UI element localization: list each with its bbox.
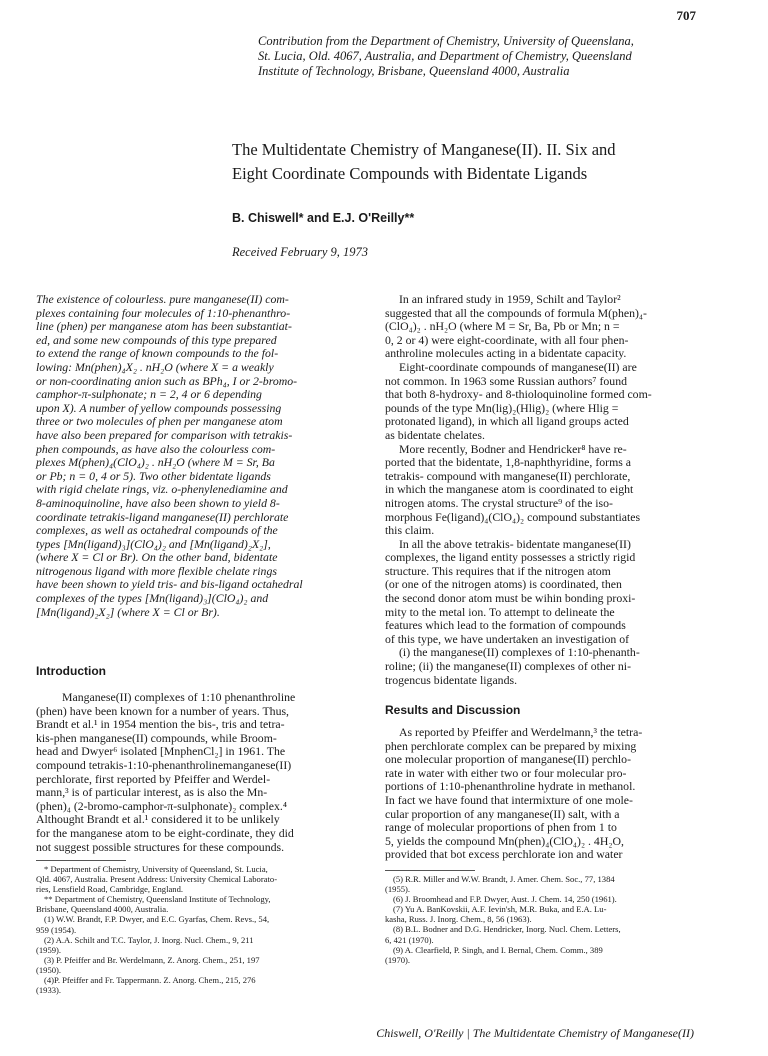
body-line: one molecular proportion of manganese(II) perchlo- — [385, 752, 631, 767]
body-line: As reported by Pfeiffer and Werdelmann,³ the tetra- — [399, 725, 643, 739]
footnote-line: (7) Yu A. BanKovskii, A.F. Ievin'sh, M.R. Buka, and E.A. Lu- — [393, 904, 607, 915]
body-line: not common. In 1963 some Russian authors⁷ found — [385, 373, 627, 388]
footnote-line: Brisbane, Queensland 4000, Australia. — [36, 904, 169, 915]
body-line: the second donor atom must be wihin bonding proxi- — [385, 591, 636, 606]
body-line: pounds of the type Mn(lig)₂(Hlig)₂ (where Hlig = — [385, 400, 619, 415]
body-line: mity to the metal ion. To attempt to delineate the — [385, 604, 615, 619]
abstract-line: plexes containing four molecules of 1:10-phenanthro- — [36, 305, 291, 320]
footnote-line: 959 (1954). — [36, 924, 77, 935]
footnote-line: (8) B.L. Bodner and D.G. Hendricker, Inorg. Nucl. Chem. Letters, — [393, 924, 621, 935]
body-line: 5, yields the compound Mn(phen)₄(ClO₄)₂ . 4H₂O, — [385, 833, 624, 848]
affiliation — [258, 34, 718, 79]
body-line: In an infrared study in 1959, Schilt and Taylor² — [399, 292, 621, 306]
abstract-line: to extend the range of known compounds to the fol- — [36, 346, 279, 361]
abstract-line: (where X = Cl or Br). On the other band, bidentate — [36, 550, 278, 565]
body-line: Brandt et al.¹ in 1954 mention the bis-, tris and tetra- — [36, 717, 285, 732]
body-line: complexes, the ligand entity possesses a strictly rigid — [385, 550, 636, 565]
body-line: (ClO₄)₂ . nH₂O (where M = Sr, Ba, Pb or Mn; n = — [385, 319, 620, 334]
body-line: Manganese(II) complexes of 1:10 phenanthroline — [62, 690, 296, 704]
abstract-line: types [Mn(ligand)₃](ClO₄)₂ and [Mn(ligand)₂X₂], — [36, 536, 271, 551]
body-line: (or one of the nitrogen atoms) is coordinated, then — [385, 577, 622, 592]
abstract-line: [Mn(ligand)₂X₂] (where X = Cl or Br). — [36, 604, 220, 619]
body-line: (phen)₄ (2-bromo-camphor-π-sulphonate)₂ complex.⁴ — [36, 798, 287, 813]
body-line: In fact we have found that intermixture of one mole- — [385, 792, 633, 807]
body-line: trogencus bidentate ligands. — [385, 672, 518, 687]
abstract-line: coordinate tetrakis-ligand manganese(II) perchlorate — [36, 509, 289, 524]
body-line: perchlorate, first reported by Pfeiffer and Werdel- — [36, 771, 271, 786]
body-line: not suggest possible structures for these compounds. — [36, 839, 285, 854]
abstract-line: or non-coordinating anion such as BPh₄, I or 2-bromo- — [36, 373, 298, 388]
footnote-divider — [36, 860, 126, 861]
footnote-line: (3) P. Pfeiffer and Br. Werdelmann, Z. Anorg. Chem., 251, 197 — [44, 954, 260, 965]
received-date: Received February 9, 1973 — [232, 245, 369, 259]
results-body — [385, 726, 705, 862]
body-line: structure. This requires that if the nitrogen atom — [385, 563, 611, 578]
paper-title — [232, 138, 712, 186]
body-line: More recently, Bodner and Hendricker⁸ have re- — [399, 441, 627, 456]
footnote-line: 6, 421 (1970). — [385, 934, 434, 945]
abstract-line: ed, and some new compounds of this type prepared — [36, 332, 277, 347]
footnote-line: (4)P. Pfeiffer and Fr. Tappermann. Z. Anorg. Chem., 215, 276 — [44, 975, 256, 986]
abstract-line: line (phen) per manganese atom has been substantiat- — [36, 319, 292, 334]
footnote-line: (1933). — [36, 985, 62, 996]
footnote-line: (1959). — [36, 944, 62, 955]
body-line: rate in water with either two or four molecular pro- — [385, 765, 627, 780]
body-line: compound tetrakis-1:10-phenanthrolinemanganese(II) — [36, 757, 292, 772]
right-footnotes — [385, 874, 705, 965]
footnote-line: (1970). — [385, 954, 411, 965]
left-footnotes — [36, 864, 356, 995]
body-line: in which the manganese atom is coordinated to eight — [385, 482, 634, 497]
body-line: head and Dwyer⁶ isolated [MnphenCl₂] in 1961. The — [36, 744, 286, 759]
body-line: nitrogen atoms. The crystal structure⁹ of the iso- — [385, 495, 613, 510]
body-line: ported that the bidentate, 1,8-naphthyridine, forms a — [385, 455, 632, 470]
body-line: provided that bot excess perchlorate ion and water — [385, 847, 623, 862]
affiliation-line: Contribution from the Department of Chemistry, University of Queenslana, — [258, 34, 634, 48]
body-line: Eight-coordinate compounds of manganese(II) are — [399, 359, 637, 374]
affiliation-line: St. Lucia, Old. 4067, Australia, and Department of Chemistry, Queensland — [258, 49, 632, 63]
abstract-line: have also been prepared for comparison with tetrakis- — [36, 427, 293, 442]
body-line: range of molecular proportions of phen from 1 to — [385, 820, 617, 835]
body-line: tetrakis- compound with manganese(II) perchlorate, — [385, 468, 631, 483]
body-line: that both 8-hydroxy- and 8-thioloquinoline formed com- — [385, 387, 652, 402]
affiliation-line: Institute of Technology, Brisbane, Queensland 4000, Australia — [258, 64, 570, 78]
body-line: suggested that all the compounds of formula M(phen)₄- — [385, 305, 647, 320]
footnote-line: ** Department of Chemistry, Queensland Institute of Technology, — [44, 894, 271, 905]
abstract-line: complexes of the types [Mn(ligand)₃](ClO₄)₂ and — [36, 591, 269, 606]
running-footer: Chiswell, O'Reilly | The Multidentate Chemistry of Manganese(II) — [376, 1026, 694, 1040]
title-line: The Multidentate Chemistry of Manganese(II). II. Six and — [232, 140, 616, 159]
footnote-line: (5) R.R. Miller and W.W. Brandt, J. Amer. Chem. Soc., 77, 1384 — [393, 874, 615, 884]
body-line: Althought Brandt et al.¹ considered it to be unlikely — [36, 812, 280, 827]
footnote-line: ries, Lensfield Road, Cambridge, England. — [36, 884, 184, 895]
abstract-line: three or two molecules of phen per manganese atom — [36, 414, 283, 429]
body-line: In all the above tetrakis- bidentate manganese(II) — [399, 536, 631, 551]
abstract-line: 8-aminoquinoline, have also been shown to yield 8- — [36, 495, 280, 510]
body-line: cular proportion of any manganese(II) salt, with a — [385, 806, 620, 821]
introduction-body — [36, 691, 356, 854]
body-line: kis-phen manganese(II) compounds, while Broom- — [36, 730, 277, 745]
authors: B. Chiswell* and E.J. O'Reilly** — [232, 211, 415, 225]
title-line: Eight Coordinate Compounds with Bidentate Ligands — [232, 164, 588, 183]
body-line: anthroline molecules acting in a bidentate capacity. — [385, 346, 627, 361]
body-line: morphous Fe(ligand)₄(ClO₄)₂ compound substantiates — [385, 509, 641, 524]
body-line: protonated ligand), in which all ligand groups acted — [385, 414, 629, 429]
body-line: this claim. — [385, 523, 435, 538]
body-line: of this type, we have undertaken an investigation of — [385, 631, 630, 646]
body-line: (phen) have been known for a number of years. Thus, — [36, 703, 290, 718]
introduction-heading: Introduction — [36, 664, 106, 678]
body-line: as bidentate chelates. — [385, 427, 485, 442]
abstract-line: The existence of colourless. pure manganese(II) com- — [36, 292, 289, 306]
abstract — [36, 293, 356, 619]
body-line: (i) the manganese(II) complexes of 1:10-phenanth- — [399, 645, 640, 660]
abstract-line: camphor-π-sulphonate; n = 2, 4 or 6 depending — [36, 387, 262, 402]
abstract-line: lowing: Mn(phen)₄X₂ . nH₂O (where X = a weakly — [36, 359, 274, 374]
abstract-line: complexes, as well as octahedral compounds of the — [36, 523, 278, 538]
footnote-divider — [385, 870, 475, 871]
abstract-line: have been shown to yield tris- and bis-ligand octahedral — [36, 577, 303, 592]
abstract-line: plexes M(phen)₄(ClO₄)₂ . nH₂O (where M = Sr, Ba — [36, 455, 275, 470]
footnote-line: kasha, Russ. J. Inorg. Chem., 8, 56 (1963). — [385, 914, 532, 925]
body-line: 0, 2 or 4) were eight-coordinate, with all four phen- — [385, 332, 629, 347]
body-line: portions of 1:10-phenanthroline hydrate in methanol. — [385, 779, 636, 794]
abstract-line: nitrogenous ligand with more flexible chelate rings — [36, 563, 277, 578]
body-line: roline; (ii) the manganese(II) complexes of other ni- — [385, 659, 632, 674]
body-line: features which lead to the formation of compounds — [385, 618, 626, 633]
footnote-line: (1955). — [385, 884, 411, 895]
footnote-line: (1950). — [36, 964, 62, 975]
footnote-line: (6) J. Broomhead and F.P. Dwyer, Aust. J. Chem. 14, 250 (1961). — [393, 894, 617, 905]
abstract-line: upon X). A number of yellow compounds possessing — [36, 400, 282, 415]
right-column-body — [385, 293, 705, 687]
body-line: phen perchlorate complex can be prepared by mixing — [385, 738, 637, 753]
body-line: for the manganese atom to be eight-cordinate, they did — [36, 825, 294, 840]
abstract-line: phen compounds, as have also the colourless com- — [36, 441, 276, 456]
page-number: 707 — [676, 8, 696, 23]
abstract-line: with rigid chelate rings, viz. o-phenylenediamine and — [36, 482, 288, 497]
abstract-line: or Pb; n = 0, 4 or 5). Two other bidentate ligands — [36, 468, 271, 483]
footnote-line: (2) A.A. Schilt and T.C. Taylor, J. Inorg. Nucl. Chem., 9, 211 — [44, 934, 254, 945]
footnote-line: * Department of Chemistry, University of Queensland, St. Lucia, — [44, 864, 268, 874]
footnote-line: Qld. 4067, Australia. Present Address: University Chemical Laborato- — [36, 874, 278, 885]
body-line: mann,³ is of particular interest, as is also the Mn- — [36, 785, 268, 800]
results-heading: Results and Discussion — [385, 703, 521, 717]
footnote-line: (1) W.W. Brandt, F.P. Dwyer, and E.C. Gyarfas, Chem. Revs., 54, — [44, 914, 270, 925]
footnote-line: (9) A. Clearfield, P. Singh, and I. Bernal, Chem. Comm., 389 — [393, 944, 603, 955]
